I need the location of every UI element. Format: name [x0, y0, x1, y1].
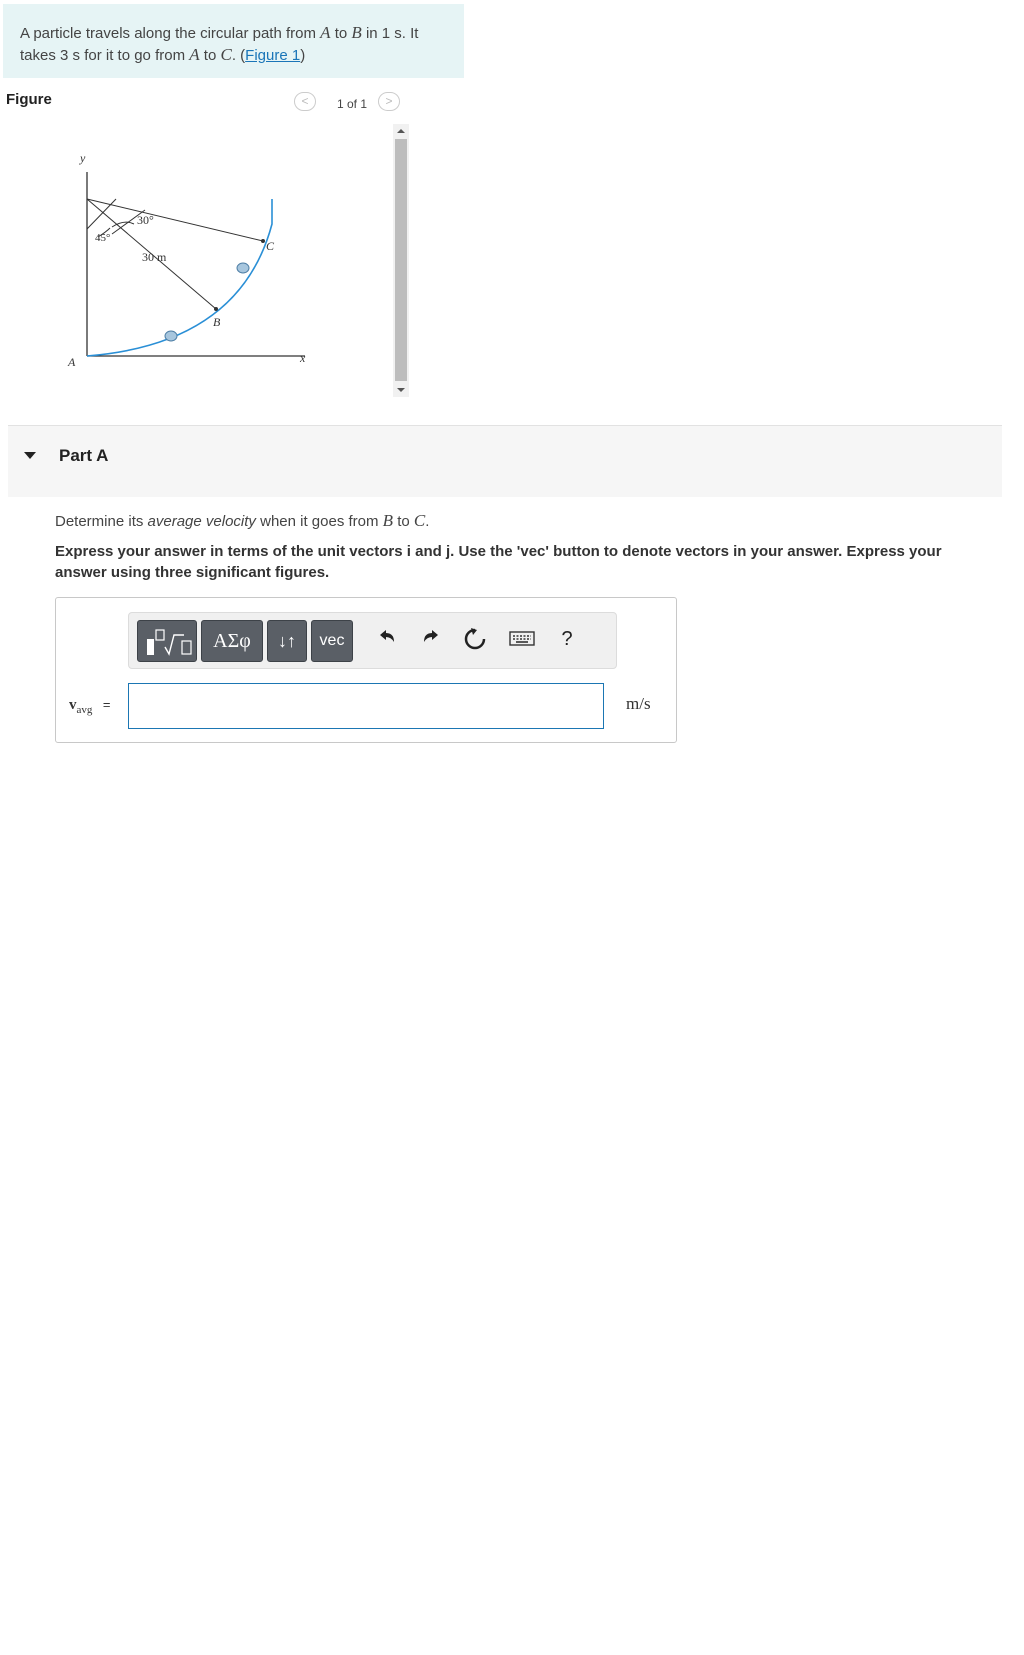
undo-icon [376, 627, 398, 649]
answer-instructions: Express your answer in terms of the unit vectors i and j. Use the 'vec' button to denote vectors in your answer. Express your answer using three significant figures. [55, 543, 942, 581]
radius-label: 30 m [142, 250, 167, 264]
question-emphasis: average velocity [147, 513, 256, 530]
question-fragment: Determine its [55, 513, 148, 530]
point-b-label: B [351, 23, 362, 42]
angle-30-label: 30° [137, 213, 154, 227]
previous-figure-button[interactable] [294, 92, 316, 111]
point-c-label: C [220, 45, 232, 64]
variable-main: v [69, 697, 77, 713]
figure-link[interactable]: Figure 1 [245, 47, 301, 64]
point-b-dot [214, 307, 218, 311]
intro-text: to [199, 47, 221, 64]
help-button[interactable]: ? [561, 628, 573, 650]
variable-subscript: avg [76, 704, 93, 717]
figure-label: Figure [6, 91, 52, 108]
reset-button[interactable] [461, 627, 489, 655]
angle-45-label: 45° [95, 232, 111, 244]
angle-guide [87, 199, 116, 229]
point-c-dot [261, 239, 265, 243]
chevron-left-icon: < [301, 94, 309, 108]
answer-box [55, 597, 677, 743]
unit-label: m/s [626, 694, 651, 713]
figure-scrollbar[interactable] [393, 124, 409, 397]
part-a-header[interactable] [8, 425, 1002, 497]
chevron-right-icon: > [385, 94, 393, 108]
vec-button[interactable]: vec [311, 620, 353, 662]
equals-sign: = [102, 697, 111, 712]
y-axis-label: y [80, 151, 86, 165]
point-b-label: B [382, 511, 394, 530]
question-fragment: . [425, 513, 430, 530]
reset-icon [463, 627, 487, 651]
question-fragment: to [393, 513, 414, 530]
collapse-triangle-icon[interactable] [24, 452, 36, 459]
templates-button[interactable] [137, 620, 197, 662]
math-toolbar [128, 612, 617, 669]
point-a-label: A [189, 45, 200, 64]
intro-text: in 1 s. It takes 3 s for it to go from [20, 25, 419, 64]
x-axis-label: x [300, 351, 306, 365]
intro-text: to [330, 25, 352, 42]
scroll-up-arrow-icon[interactable] [397, 129, 405, 133]
particle-marker [237, 263, 249, 273]
next-figure-button[interactable] [378, 92, 400, 111]
particle-path-diagram [50, 124, 410, 394]
scrollbar-thumb[interactable] [395, 139, 407, 381]
point-a-label: A [320, 23, 331, 42]
figure-pager: 1 of 1 [337, 97, 368, 111]
scroll-down-arrow-icon[interactable] [397, 388, 405, 392]
question-fragment: when it goes from [255, 513, 383, 530]
answer-variable-label [69, 696, 110, 716]
figure-image [50, 124, 410, 394]
templates-icon [138, 621, 196, 661]
point-c-label: C [413, 511, 426, 530]
intro-text: ) [300, 47, 306, 64]
point-a-label: A [68, 355, 76, 369]
greek-symbols-button[interactable]: ΑΣφ [201, 620, 263, 662]
undo-button[interactable] [373, 627, 401, 655]
question-text [55, 511, 429, 531]
problem-statement [3, 4, 464, 78]
part-title: Part A [59, 446, 109, 465]
radius-to-c [87, 199, 263, 241]
intro-text: . ( [231, 47, 246, 64]
answer-input[interactable] [128, 683, 604, 729]
keyboard-icon [508, 627, 536, 649]
redo-icon [420, 627, 442, 649]
redo-button[interactable] [417, 627, 445, 655]
subscript-superscript-button[interactable]: ↓↑ [267, 620, 307, 662]
point-c-label: C [266, 239, 275, 253]
intro-text: A particle travels along the circular path from [20, 25, 321, 42]
keyboard-button[interactable] [507, 627, 537, 655]
point-b-label: B [213, 315, 221, 329]
particle-marker [165, 331, 177, 341]
